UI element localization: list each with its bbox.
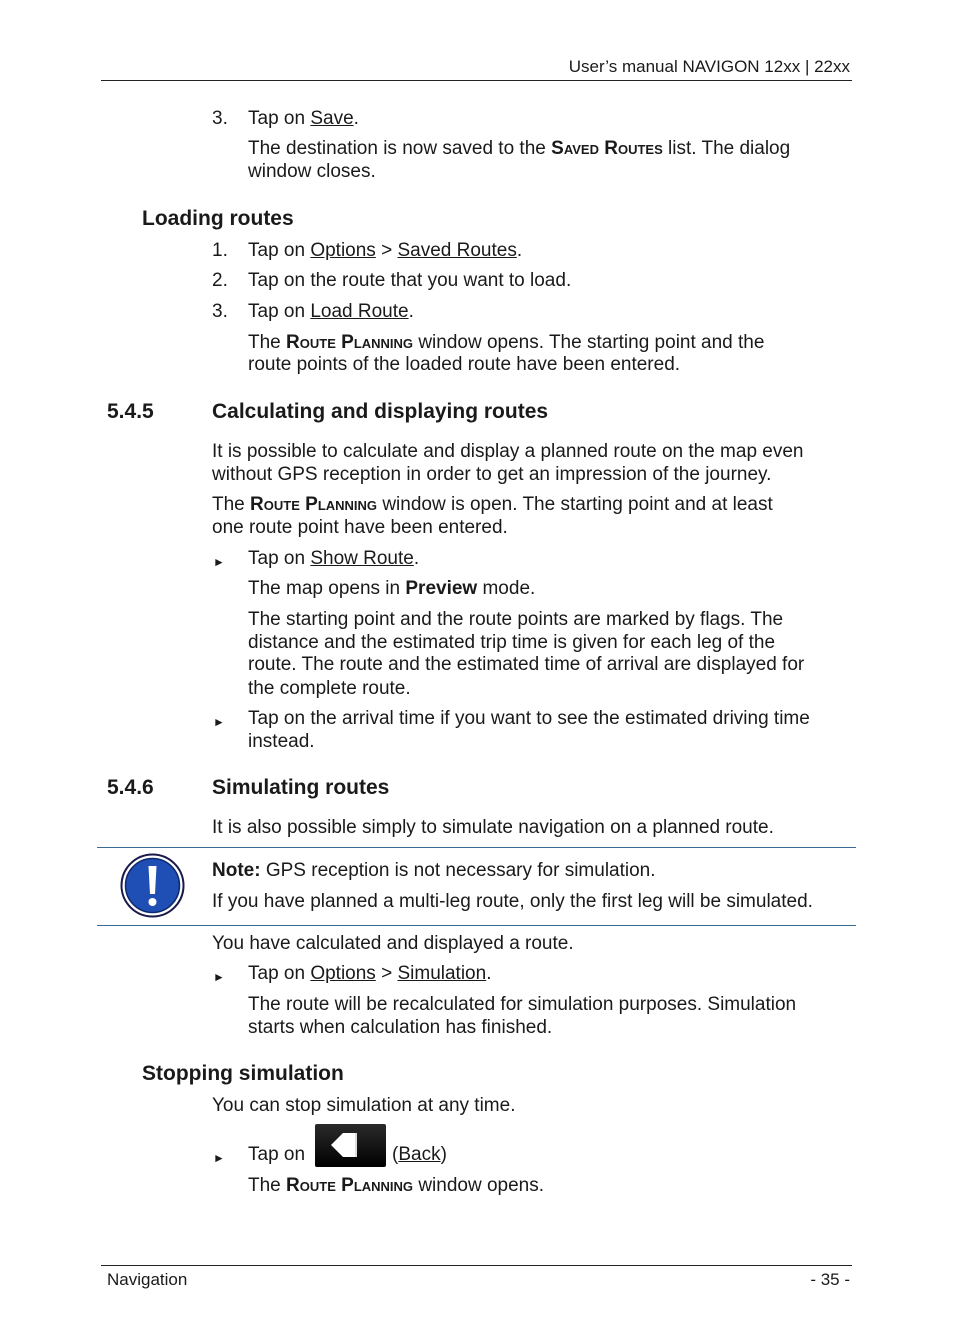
paragraph: route. The route and the estimated time of arrival are displayed for — [248, 654, 805, 675]
header-rule — [101, 80, 852, 81]
paragraph: The route will be recalculated for simulation purposes. Simulation — [248, 994, 797, 1015]
paragraph: without GPS reception in order to get an impression of the journey. — [212, 464, 772, 485]
step-number: 3. — [212, 301, 228, 322]
loading-result-line2: route points of the loaded route have been entered. — [248, 354, 681, 375]
simulation-step: Tap on Options > Simulation. — [248, 963, 492, 984]
section-number: 5.4.6 — [107, 776, 154, 799]
paragraph: You have calculated and displayed a route. — [212, 933, 574, 954]
paragraph: distance and the estimated trip time is given for each leg of the — [248, 632, 776, 653]
footer-section: Navigation — [107, 1270, 188, 1289]
saved-info-line1: The destination is now saved to the Saved Routes list. The dialog — [248, 138, 791, 159]
bullet-arrow-icon: ► — [213, 1151, 225, 1165]
paragraph: one route point have been entered. — [212, 517, 508, 538]
simulation-link[interactable]: Simulation — [397, 963, 487, 984]
paragraph: It is also possible simply to simulate navigation on a planned route. — [212, 817, 774, 838]
stopping-simulation-heading: Stopping simulation — [142, 1062, 344, 1085]
bullet-arrow-icon: ► — [213, 715, 225, 729]
paragraph: It is possible to calculate and display a planned route on the map even — [212, 441, 804, 462]
back-step-label: (Back) — [392, 1144, 447, 1165]
bullet-arrow-icon: ► — [213, 555, 225, 569]
options-link[interactable]: Options — [310, 963, 376, 984]
loading-result-line1: The Route Planning window opens. The starting point and the — [248, 332, 765, 353]
note-top-rule — [97, 847, 856, 848]
paragraph: The starting point and the route points are marked by flags. The — [248, 609, 784, 630]
step-save: Tap on Save. — [248, 108, 359, 129]
section-title: Calculating and displaying routes — [212, 400, 549, 423]
section-number: 5.4.5 — [107, 400, 154, 423]
load-route-link[interactable]: Load Route — [310, 301, 409, 322]
paragraph: You can stop simulation at any time. — [212, 1095, 516, 1116]
note-line1: Note: GPS reception is not necessary for simulation. — [212, 860, 656, 881]
note-line2: If you have planned a multi-leg route, only the first leg will be simulated. — [212, 891, 813, 912]
section-title: Simulating routes — [212, 776, 390, 799]
paragraph: The Route Planning window is open. The starting point and at least — [212, 494, 773, 515]
save-link[interactable]: Save — [310, 108, 354, 129]
page-number: - 35 - — [810, 1270, 850, 1289]
loading-routes-heading: Loading routes — [142, 207, 294, 230]
loading-step2: Tap on the route that you want to load. — [248, 270, 572, 291]
running-header: User’s manual NAVIGON 12xx | 22xx — [568, 57, 850, 76]
back-arrow-icon — [315, 1124, 386, 1167]
exclamation-icon — [120, 853, 185, 918]
step-number: 1. — [212, 240, 228, 261]
paragraph: the complete route. — [248, 678, 411, 699]
show-route-step: Tap on Show Route. — [248, 548, 420, 569]
back-link[interactable]: Back — [398, 1144, 441, 1165]
saved-routes-link[interactable]: Saved Routes — [397, 240, 517, 261]
arrival-time-step: instead. — [248, 731, 315, 752]
show-route-link[interactable]: Show Route — [310, 548, 414, 569]
back-button[interactable] — [315, 1124, 386, 1167]
back-result: The Route Planning window opens. — [248, 1175, 545, 1196]
note-bottom-rule — [97, 925, 856, 926]
arrival-time-step: Tap on the arrival time if you want to see the estimated driving time — [248, 708, 810, 729]
footer-rule — [101, 1265, 852, 1266]
options-link[interactable]: Options — [310, 240, 376, 261]
loading-step1: Tap on Options > Saved Routes. — [248, 240, 523, 261]
saved-info-line2: window closes. — [248, 161, 376, 182]
loading-step3: Tap on Load Route. — [248, 301, 414, 322]
paragraph: starts when calculation has finished. — [248, 1017, 553, 1038]
step-number: 3. — [212, 108, 228, 129]
map-opens-text: The map opens in Preview mode. — [248, 578, 536, 599]
back-step-prefix: Tap on — [248, 1144, 306, 1165]
bullet-arrow-icon: ► — [213, 970, 225, 984]
step-number: 2. — [212, 270, 228, 291]
